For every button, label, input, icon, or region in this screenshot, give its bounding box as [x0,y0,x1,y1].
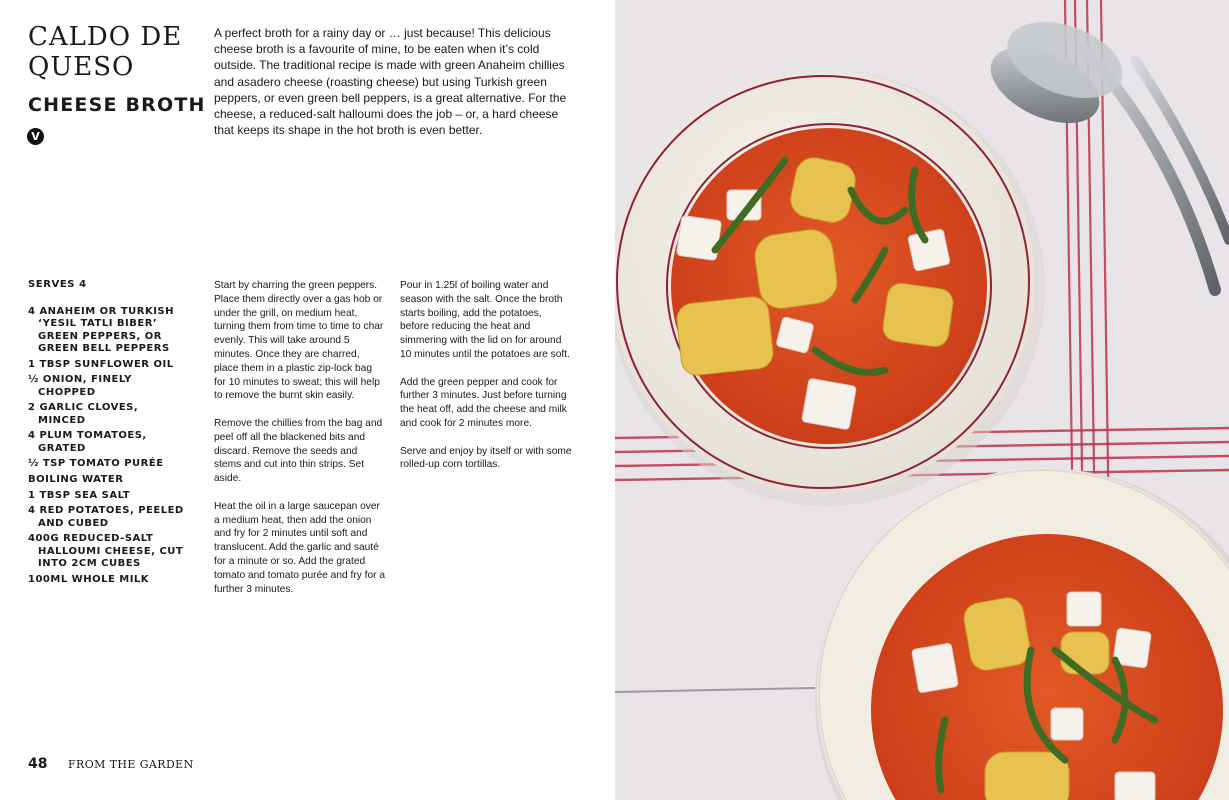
soup-photo [615,0,1229,800]
method-column-2 [400,279,572,486]
soup-bowls-photo-icon [615,0,1229,800]
recipe-title: CALDO DE QUESO [28,22,183,82]
page-number: 48 [28,756,48,772]
ingredient-item: 400G REDUCED-SALT HALLOUMI CHEESE, CUT INTO 2CM CUBES [28,533,184,569]
method-step: Serve and enjoy by itself or with some rolled-up corn tortillas. [400,445,572,471]
ingredient-item: ½ ONION, FINELY CHOPPED [28,374,132,398]
recipe-intro: A perfect broth for a rainy day or … just because! This delicious cheese broth is a favourite of mine, to be eaten when it’s cold outside. The traditional recipe is made with green Anaheim chillies and asadero cheese (roasting cheese) but using Turkish green peppers, or even green bell peppers, is a great alternative. For the cheese, a reduced-salt halloumi does the job – or, a hard cheese that keeps its shape in the hot broth is even better. [214,26,567,138]
method-column-1 [214,279,386,610]
ingredient-item: 4 PLUM TOMATOES, GRATED [28,430,147,454]
method-step: Heat the oil in a large saucepan over a medium heat, then add the onion and fry for 2 minutes until soft and translucent. Add the garlic and sauté for a minute or so. Add the grated tomato and tomato purée and fry for a further 3 minutes. [214,500,386,595]
method-step: Start by charring the green peppers. Place them directly over a gas hob or under the grill, on medium heat, turning them from time to time to char evenly. This will take around 5 minutes. Once they are charred, place them in a plastic zip-lock bag for 10 minutes to sweat; this will help to remove the burnt skin easily. [214,280,384,402]
serves-label: SERVES 4 [28,279,87,290]
section-title: FROM THE GARDEN [68,758,194,771]
ingredient-item: 100ML WHOLE MILK [28,573,150,585]
method-step: Pour in 1.25l of boiling water and season with the salt. Once the broth starts boiling, add the potatoes, before reducing the heat and simmering with the lid on for around 10 minutes until the potatoes are soft. [400,280,570,360]
ingredient-item: 4 ANAHEIM OR TURKISH ‘YESIL TATLI BIBER’ GREEN PEPPERS, OR GREEN BELL PEPPERS [28,306,175,355]
method-step: Add the green pepper and cook for further 3 minutes. Just before turning the heat off, add the cheese and milk and cook for 2 minutes more. [400,376,567,429]
method-step: Remove the chillies from the bag and peel off all the blackened bits and discard. Remove the seeds and stems and cut into thin strips. Set aside. [214,417,383,485]
vegetarian-icon: V [27,128,44,145]
ingredient-item: BOILING WATER [28,474,124,485]
ingredient-item: 4 RED POTATOES, PEELED AND CUBED [28,505,184,529]
ingredient-item: ½ TSP TOMATO PURÉE [28,458,164,470]
ingredient-item: 2 GARLIC CLOVES, MINCED [28,402,139,426]
ingredient-item: 1 TBSP SUNFLOWER OIL [28,358,174,370]
ingredients-list [28,306,188,589]
recipe-subtitle: CHEESE BROTH [28,94,206,116]
ingredient-item: 1 TBSP SEA SALT [28,489,131,501]
